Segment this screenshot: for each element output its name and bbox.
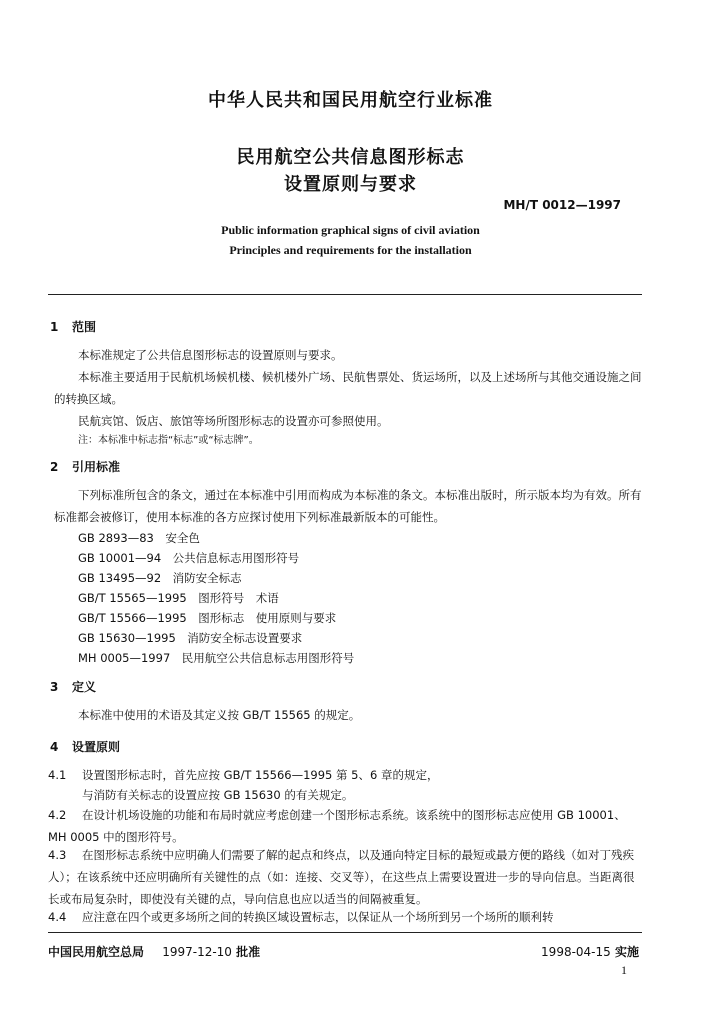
section-1-note: 注：本标准中标志指“标志”或“标志牌”。 [78, 435, 259, 446]
clause-4-3 [48, 844, 644, 910]
clause-number: 4.1 [48, 768, 67, 782]
clause-number: 4.4 [48, 910, 67, 924]
clause-text: 在图形标志系统中应明确人们需要了解的起点和终点，以及通向特定目标的最短或最方便的路线（如对丁残疾人）；在该系统中还应明确所有关键性的点（如：连接、交叉等），在这些点上需要设置进一步的导向信息。当距离很长或布局复杂时，即使没有关键的点，导向信息也应以适当的间隔被重复。 [48, 848, 635, 906]
section-number: 3 [50, 680, 59, 694]
page-number: 1 [621, 963, 627, 977]
clause-4-4 [48, 906, 644, 928]
section-3-paragraph-1: 本标准中使用的术语及其定义按 GB/T 15565 的规定。 [78, 708, 361, 722]
approval-label: 批准 [236, 945, 261, 959]
bottom-divider [48, 932, 642, 933]
standard-title-line1: 民用航空公共信息图形标志 [236, 147, 465, 168]
section-4-heading [50, 738, 120, 755]
clause-4-2 [48, 804, 644, 848]
section-number: 4 [50, 740, 59, 754]
section-title: 定义 [72, 680, 97, 694]
footer-approval [48, 943, 260, 960]
section-title: 范围 [72, 320, 97, 334]
section-2-heading [50, 458, 120, 475]
top-divider [48, 294, 642, 295]
section-title: 设置原则 [72, 740, 121, 754]
reference-item: MH 0005—1997 民用航空公共信息标志用图形符号 [78, 651, 355, 665]
english-title-line2: Principles and requirements for the installation [229, 243, 472, 257]
clause-4-1-continuation: 与消防有关标志的设置应按 GB 15630 的有关规定。 [82, 788, 354, 802]
reference-item: GB 2893—83 安全色 [78, 531, 200, 545]
standard-code: MH/T 0012—1997 [503, 198, 621, 212]
clause-text: 设置图形标志时，首先应按 GB/T 15566—1995 第 5、6 章的规定， [82, 768, 439, 782]
reference-item: GB/T 15566—1995 图形标志 使用原则与要求 [78, 611, 337, 625]
clause-text: 应注意在四个或更多场所之间的转换区域设置标志，以保证从一个场所到另一个场所的顺利转 [82, 910, 554, 924]
section-number: 2 [50, 460, 59, 474]
clause-number: 4.2 [48, 808, 67, 822]
reference-item: GB 15630—1995 消防安全标志设置要求 [78, 631, 303, 645]
reference-item: GB 13495—92 消防安全标志 [78, 571, 242, 585]
section-1-paragraph-3: 民航宾馆、饭店、旅馆等场所图形标志的设置亦可参照使用。 [78, 414, 389, 428]
implementation-label: 实施 [614, 945, 639, 959]
section-1-heading [50, 318, 96, 335]
clause-4-1 [48, 764, 644, 786]
english-title-line1: Public information graphical signs of civil aviation [221, 223, 480, 237]
footer-implementation [541, 943, 639, 960]
section-2-paragraph-1: 下列标准所包含的条文，通过在本标准中引用而构成为本标准的条文。本标准出版时，所示版本均为有效。所有标准都会被修订，使用本标准的各方应探讨使用下列标准最新版本的可能性。 [54, 488, 642, 524]
org-title: 中华人民共和国民用航空行业标准 [208, 90, 493, 111]
section-1-paragraph-1: 本标准规定了公共信息图形标志的设置原则与要求。 [78, 348, 343, 362]
implementation-date: 1998-04-15 [541, 945, 611, 959]
reference-item: GB/T 15565—1995 图形符号 术语 [78, 591, 279, 605]
section-3-heading [50, 678, 96, 695]
approval-date: 1997-12-10 [162, 945, 232, 959]
clause-text: 在设计机场设施的功能和布局时就应考虑创建一个图形标志系统。该系统中的图形标志应使用 GB 10001、MH 0005 中的图形符号。 [48, 808, 626, 844]
standard-title-line2: 设置原则与要求 [284, 174, 417, 195]
section-number: 1 [50, 320, 59, 334]
reference-item: GB 10001—94 公共信息标志用图形符号 [78, 551, 300, 565]
clause-number: 4.3 [48, 848, 67, 862]
section-1-paragraph-2: 本标准主要适用于民航机场候机楼、候机楼外广场、民航售票处、货运场所，以及上述场所与其他交通设施之间的转换区域。 [54, 370, 642, 406]
issuing-organization: 中国民用航空总局 [48, 945, 145, 959]
section-title: 引用标准 [72, 460, 121, 474]
